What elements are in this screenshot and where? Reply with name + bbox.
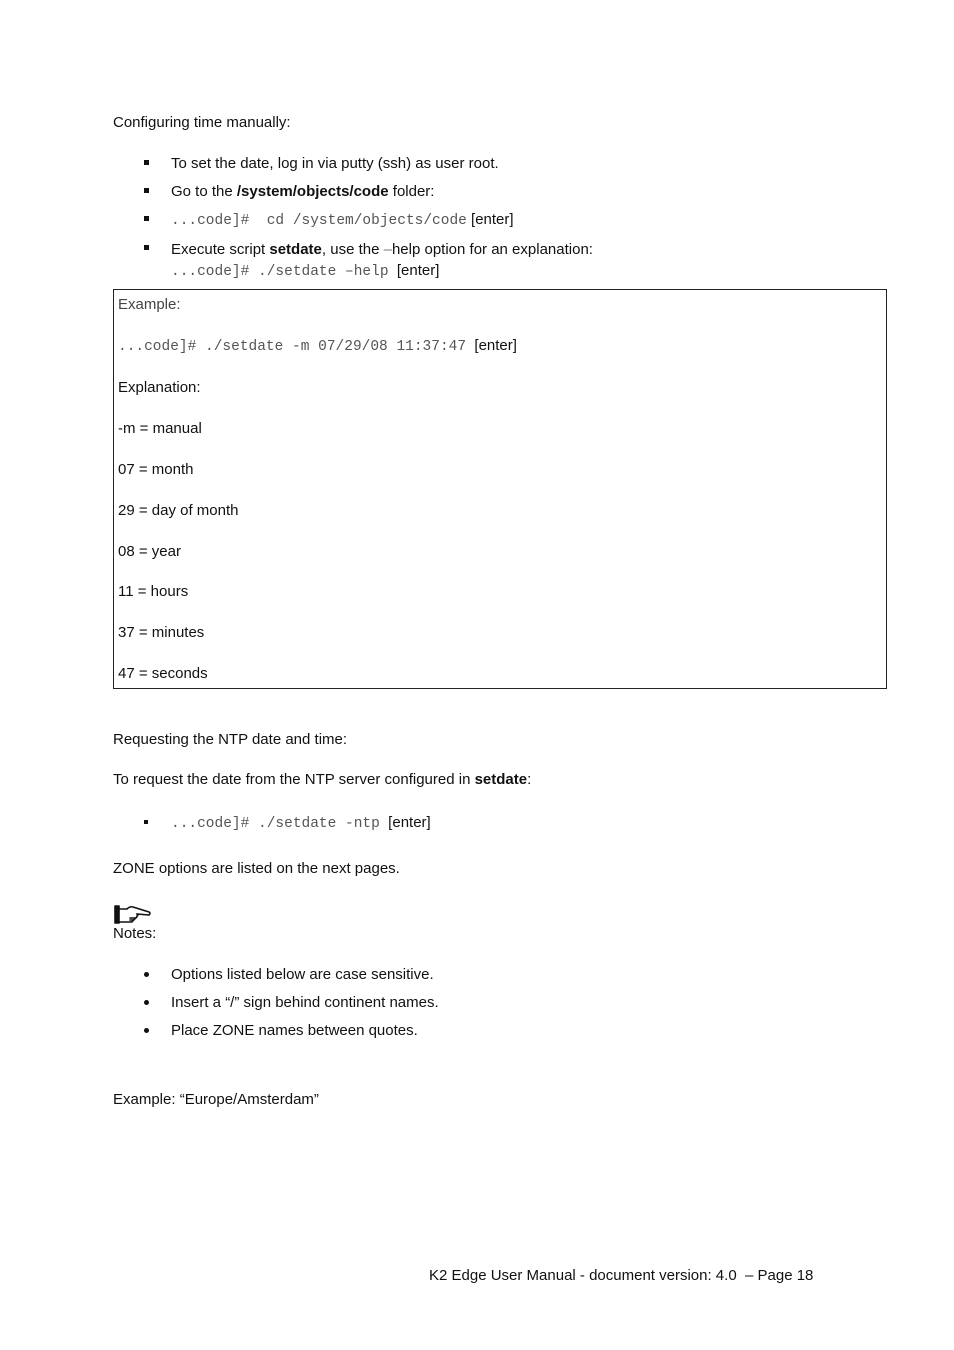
bullet-marker [144, 972, 149, 977]
text-span: , use the [321, 241, 384, 258]
explanation-line: 08 = year [118, 543, 181, 560]
explanation-line: 47 = seconds [118, 665, 208, 682]
bullet-marker [144, 820, 148, 824]
enter-key-label: [enter] [388, 262, 440, 279]
explanation-line: -m = manual [118, 420, 202, 437]
code-command: ...code]# ./setdate -ntp [171, 816, 380, 832]
text-span: Execute script [171, 241, 270, 258]
zone-example: Example: “Europe/Amsterdam” [113, 1091, 319, 1108]
zone-options-text: ZONE options are listed on the next pages. [113, 860, 400, 877]
code-command: ...code]# ./setdate –help [171, 264, 389, 280]
bullet-marker [144, 1028, 149, 1033]
bullet-cd-command [171, 211, 514, 229]
code-command: ...code]# cd /system/objects/code [171, 213, 467, 229]
script-name: setdate [269, 241, 322, 258]
enter-key-label: [enter] [466, 337, 517, 354]
explanation-line: 29 = day of month [118, 502, 239, 519]
bullet-marker [144, 160, 149, 165]
ntp-intro [113, 771, 531, 788]
example-box [113, 289, 887, 689]
option-dash: – [383, 241, 392, 258]
bullet-marker [144, 245, 149, 250]
bullet-marker [144, 1000, 149, 1005]
explanation-line: 07 = month [118, 461, 194, 478]
section-heading-manual: Configuring time manually: [113, 114, 291, 131]
text-span: folder: [388, 183, 435, 200]
note-item: Place ZONE names between quotes. [171, 1022, 418, 1039]
page-footer: K2 Edge User Manual - document version: 4.0 – Page 18 [429, 1267, 814, 1284]
code-command: ...code]# ./setdate -m 07/29/08 11:37:47 [118, 339, 467, 355]
text-span: Go to the [171, 183, 237, 200]
notes-label: Notes: [113, 925, 157, 942]
example-command [118, 337, 517, 355]
note-item: Insert a “/” sign behind continent names. [171, 994, 439, 1011]
text-span: To request the date from the NTP server configured in [113, 771, 475, 788]
bullet-execute-script [171, 241, 593, 258]
enter-key-label: [enter] [379, 814, 431, 831]
explanation-line: 37 = minutes [118, 624, 205, 641]
explanation-label: Explanation: [118, 379, 201, 396]
help-command-line [171, 262, 439, 280]
explanation-line: 11 = hours [118, 583, 189, 600]
bullet-marker [144, 188, 149, 193]
bullet-marker [144, 216, 149, 221]
example-label: Example: [118, 296, 181, 313]
enter-key-label: [enter] [466, 211, 514, 228]
bullet-go-to-folder [171, 183, 434, 200]
folder-path: /system/objects/code [236, 183, 389, 200]
script-name: setdate [474, 771, 528, 788]
bullet-login: To set the date, log in via putty (ssh) as user root. [171, 155, 499, 172]
section-heading-ntp: Requesting the NTP date and time: [113, 731, 348, 748]
text-span: : [527, 771, 532, 788]
text-span: help option for an explanation: [391, 241, 593, 258]
note-item: Options listed below are case sensitive. [171, 966, 434, 983]
ntp-command [171, 814, 431, 832]
